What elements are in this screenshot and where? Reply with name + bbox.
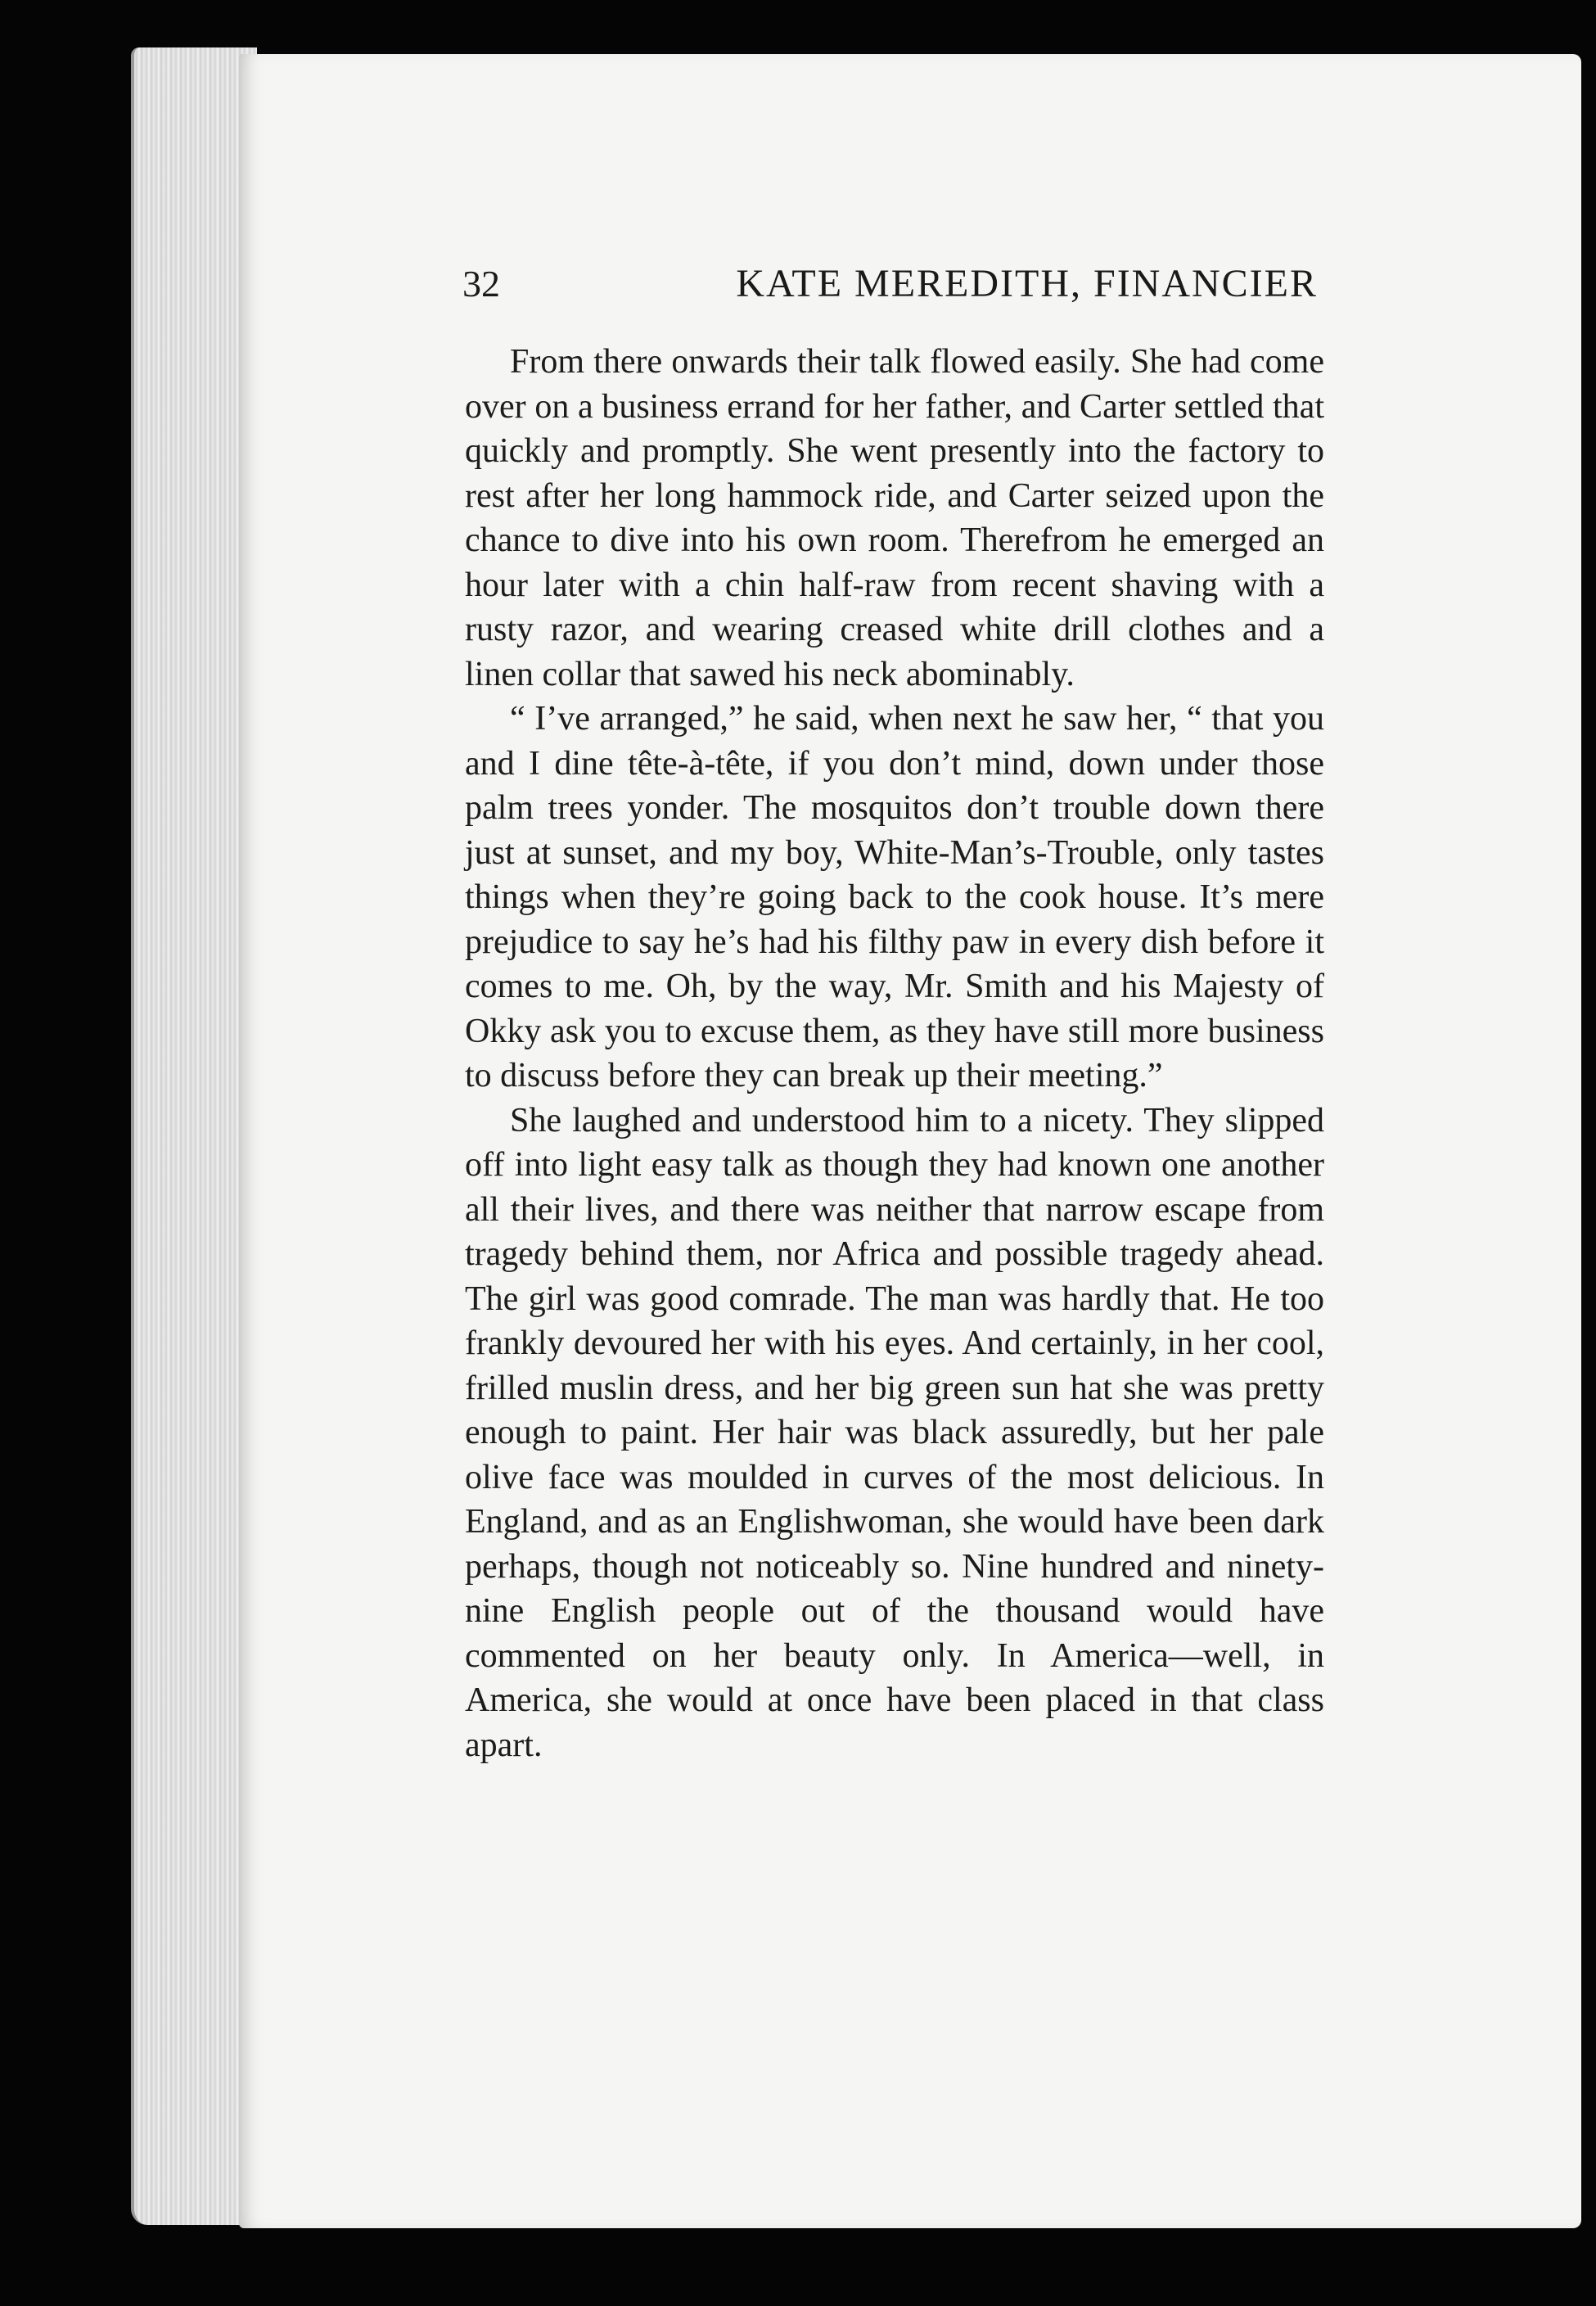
running-header (462, 255, 1326, 313)
page-edges (131, 47, 257, 2225)
running-title: KATE MEREDITH, FINANCIER (736, 262, 1318, 305)
paragraph-2: “ I’ve arranged,” he said, when next he saw her, “ that you and I dine tête-à-tête, if you don’t mind, down under those palm trees yonder. The mosquitos don’t trouble down there just at sunset, and my boy, White-Man’s-Trouble, only tastes things when they’re going back to the cook house. It’s mere prejudice to say he’s had his filthy paw in every dish before it comes to me. Oh, by the way, Mr. Smith and his Majesty of Okky ask you to excuse them, as they have still more business to discuss before they can break up their meeting.” (465, 700, 1324, 1094)
paragraph-3: She laughed and understood him to a nicety. They slipped off into light easy talk as though they had known one another all their lives, and there was neither that narrow escape from tragedy behind them, nor Africa and possible tragedy ahead. The girl was good comrade. The man was hardly that. He too frankly devoured her with his eyes. And certainly, in her cool, frilled muslin dress, and her big green sun hat she was pretty enough to paint. Her hair was black assuredly, but her pale olive face was moulded in curves of the most delicious. In England, and as an Englishwoman, she would have been dark perhaps, though not noticeably so. Nine hundred and ninety-nine English people out of the thousand would have commented on her beauty only. In America—well, in America, she would at once have been placed in that class apart. (465, 1101, 1324, 1764)
page-number: 32 (462, 263, 500, 305)
body-text (465, 340, 1324, 1767)
paragraph-1: From there onwards their talk flowed easily. She had come over on a business errand for her father, and Carter settled that quickly and promptly. She went presently into the factory to rest after her long hammock ride, and Carter seized upon the chance to dive into his own room. Therefrom he emerged an hour later with a chin half-raw from recent shaving with a rusty razor, and wearing creased white drill clothes and a linen collar that sawed his neck abominably. (465, 343, 1324, 693)
